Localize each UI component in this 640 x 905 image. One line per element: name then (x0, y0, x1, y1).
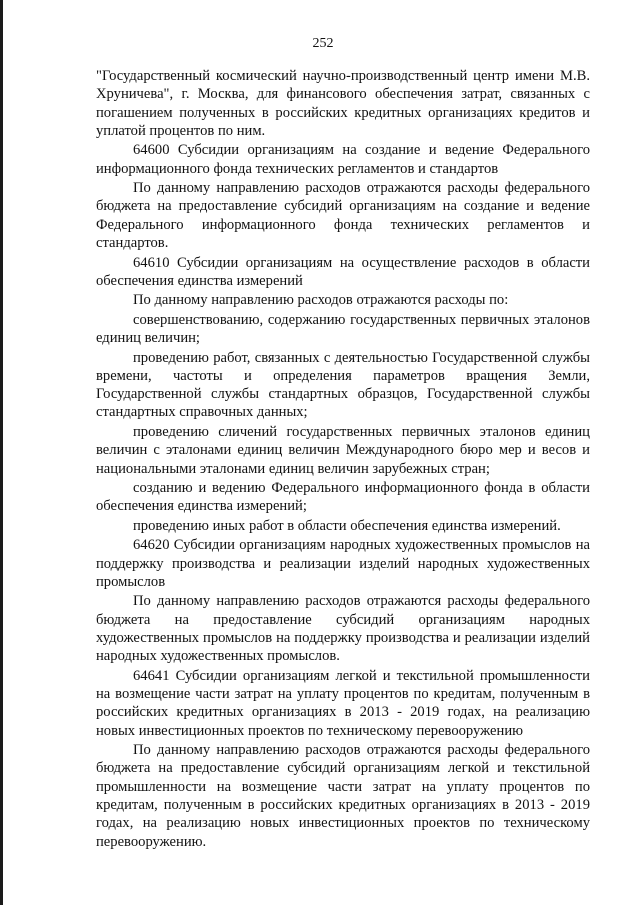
paragraph-1: "Государственный космический научно-производственный центр имени М.В. Хруничева", г. Москва, для финансового обеспечения затрат, связанных с погашением полученных в российских кредитных организациях кредитов и уплатой процентов по ним. (96, 68, 590, 139)
paragraph-64620-description: По данному направлению расходов отражаются расходы федерального бюджета на предоставление субсидий организациям народных художественных промыслов на поддержку производства и реализации изделий народных художественных промыслов. (96, 593, 590, 665)
list-item-other-works: проведению иных работ в области обеспечения единства измерений. (133, 517, 561, 534)
page-number: 252 (312, 36, 334, 51)
document-body (96, 67, 590, 852)
paragraph-64610-heading: 64610 Субсидии организациям на осуществление расходов в области обеспечения единства измерений (96, 254, 590, 289)
list-item-comparisons: проведению сличений государственных первичных эталонов единиц величин с эталонами единиц величин Международного бюро мер и весов и национальными эталонами единиц величин зарубежных стран; (96, 423, 590, 477)
paragraph-64620-heading: 64620 Субсидии организациям народных художественных промыслов на поддержку производства и реализации изделий народных художественных промыслов (96, 537, 590, 590)
list-item-time-service: проведению работ, связанных с деятельностью Государственной службы времени, частоты и определения параметров вращения Земли, Государственной службы стандартных образцов, Государственной службы стандартных справочных данных; (96, 349, 590, 421)
paragraph-64600-description: По данному направлению расходов отражаются расходы федерального бюджета на предоставление субсидий организациям на создание и ведение Федерального информационного фонда технических регламентов и стандартов. (96, 180, 590, 252)
list-item-etalons: совершенствованию, содержанию государственных первичных эталонов единиц величин; (96, 311, 590, 347)
list-item-info-fund: созданию и ведению Федерального информационного фонда в области обеспечения единства измерений; (96, 480, 590, 515)
paragraph-64600-heading: 64600 Субсидии организациям на создание и ведение Федерального информационного фонда технических регламентов и стандартов (96, 142, 590, 177)
paragraph-64610-intro: По данному направлению расходов отражаются расходы по: (133, 292, 509, 309)
paragraph-64641-heading: 64641 Субсидии организациям легкой и текстильной промышленности на возмещение части затрат на уплату процентов по кредитам, полученным в российских кредитных организациях в 2013 - 2019 годах, на реализацию новых инвестиционных проектов по техническому перевооружению (96, 667, 590, 739)
paragraph-64641-description: По данному направлению расходов отражаются расходы федерального бюджета на предоставление субсидий организациям легкой и текстильной промышленности на возмещение части затрат на уплату процентов по кредитам, полученным в российских кредитных организациях в 2013 - 2019 годах, на реализацию новых инвестиционных проектов по техническому перевооружению. (96, 742, 590, 850)
